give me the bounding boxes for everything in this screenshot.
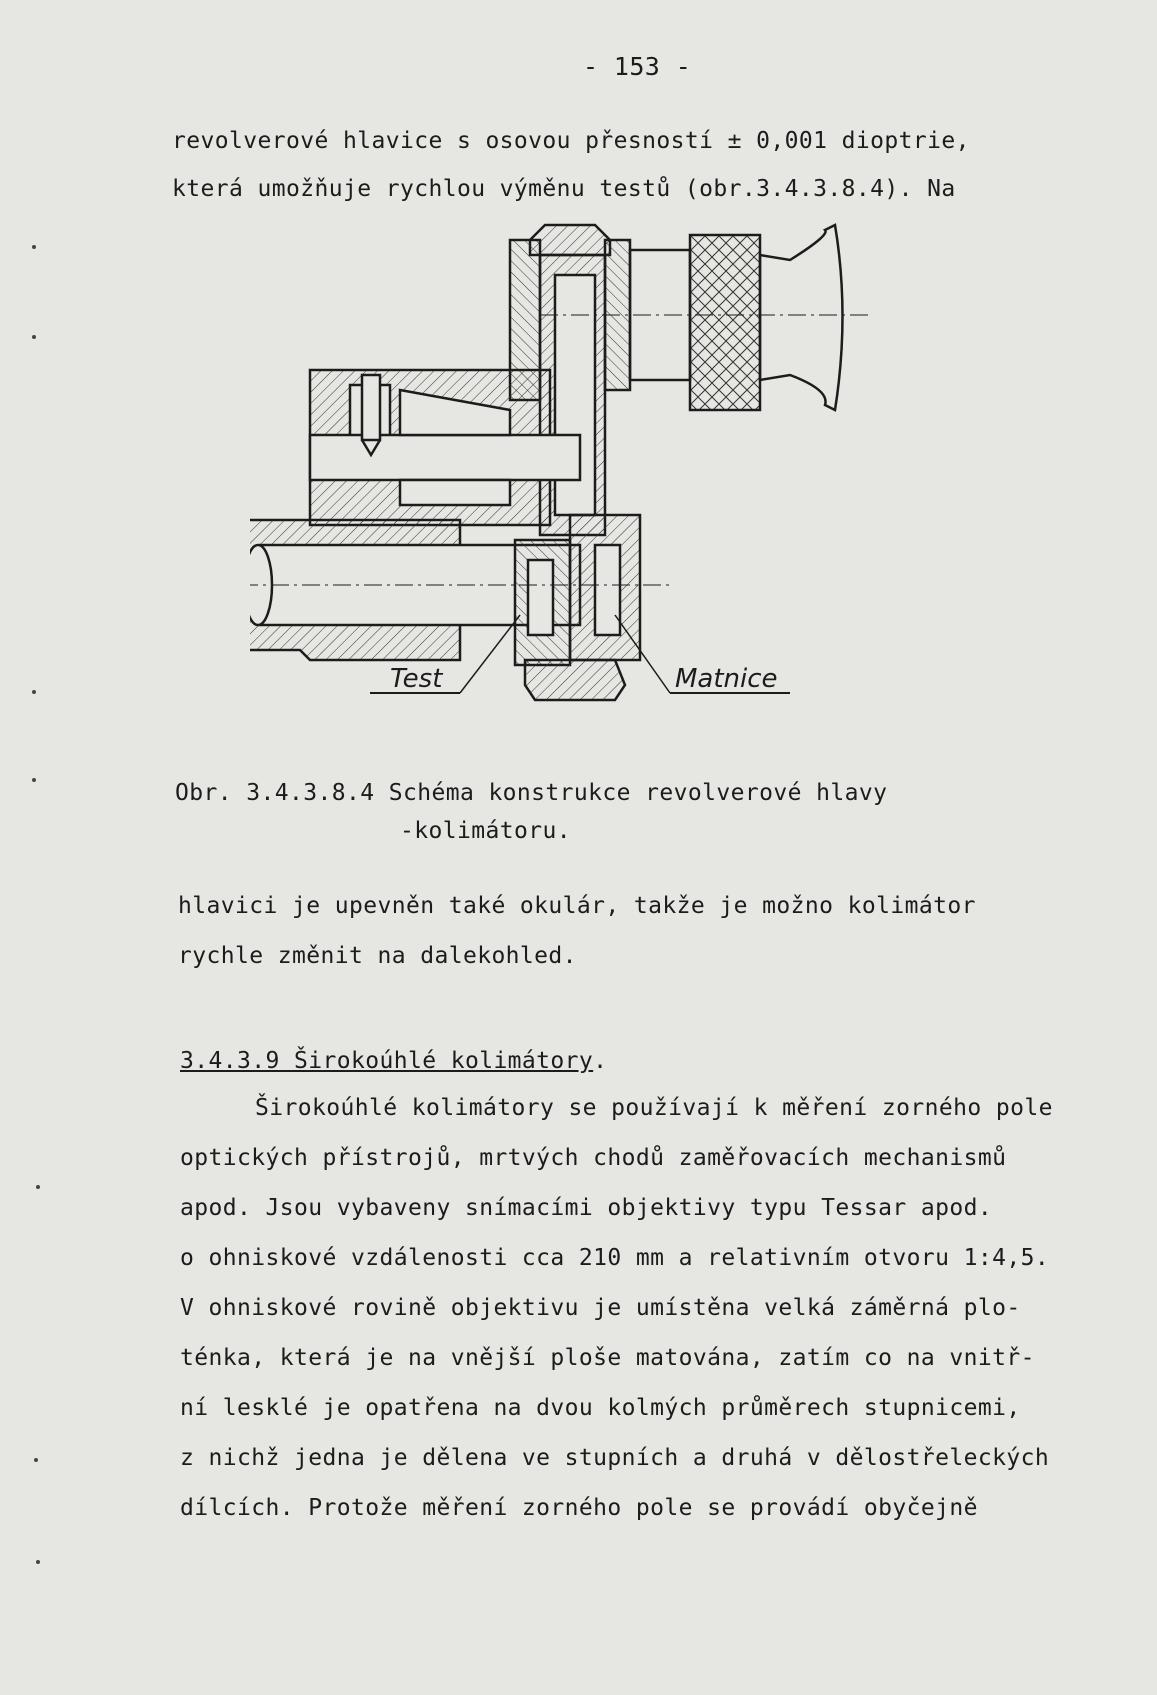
section-heading-text: 3.4.3.9 Širokoúhlé kolimátory (180, 1048, 594, 1074)
label-test: Test (390, 664, 443, 694)
margin-dot (32, 245, 36, 249)
text-line: hlavici je upevněn také okulár, takže je možno kolimátor (178, 893, 976, 919)
revolver-head-diagram (250, 215, 920, 760)
margin-dot (36, 1560, 40, 1564)
text-line: revolverové hlavice s osovou přesností ± 0,001 dioptrie, (172, 128, 970, 154)
margin-dot (32, 335, 36, 339)
text-line: z nichž jedna je dělena ve stupních a druhá v dělostřeleckých (180, 1445, 1050, 1471)
margin-dot (34, 1458, 38, 1462)
label-matnice: Matnice (675, 664, 778, 694)
text-line: ténka, která je na vnější ploše matována, zatím co na vnitř- (180, 1345, 1035, 1371)
text-line: V ohniskové rovině objektivu je umístěna velká záměrná plo- (180, 1295, 1021, 1321)
margin-dot (36, 1185, 40, 1189)
text-line: rychle změnit na dalekohled. (178, 943, 577, 969)
text-line: ní lesklé je opatřena na dvou kolmých průměrech stupnicemi, (180, 1395, 1021, 1421)
text-line: apod. Jsou vybaveny snímacími objektivy typu Tessar apod. (180, 1195, 993, 1221)
text-line: která umožňuje rychlou výměnu testů (obr.3.4.3.8.4). Na (172, 176, 956, 202)
text-line: o ohniskové vzdálenosti cca 210 mm a relativním otvoru 1:4,5. (180, 1245, 1050, 1271)
margin-dot (32, 690, 36, 694)
margin-dot (32, 778, 36, 782)
text-line: dílcích. Protože měření zorného pole se provádí obyčejně (180, 1495, 978, 1521)
text-line: optických přístrojů, mrtvých chodů zaměřovacích mechanismů (180, 1145, 1007, 1171)
page-number: - 153 - (583, 52, 692, 81)
section-heading-period: . (593, 1048, 608, 1074)
text-line: Širokoúhlé kolimátory se používají k měření zorného pole (255, 1095, 1053, 1121)
section-heading (180, 1048, 607, 1074)
figure-caption-line1: Obr. 3.4.3.8.4 Schéma konstrukce revolverové hlavy (175, 780, 888, 806)
figure-caption-line2: -kolimátoru. (400, 818, 571, 844)
